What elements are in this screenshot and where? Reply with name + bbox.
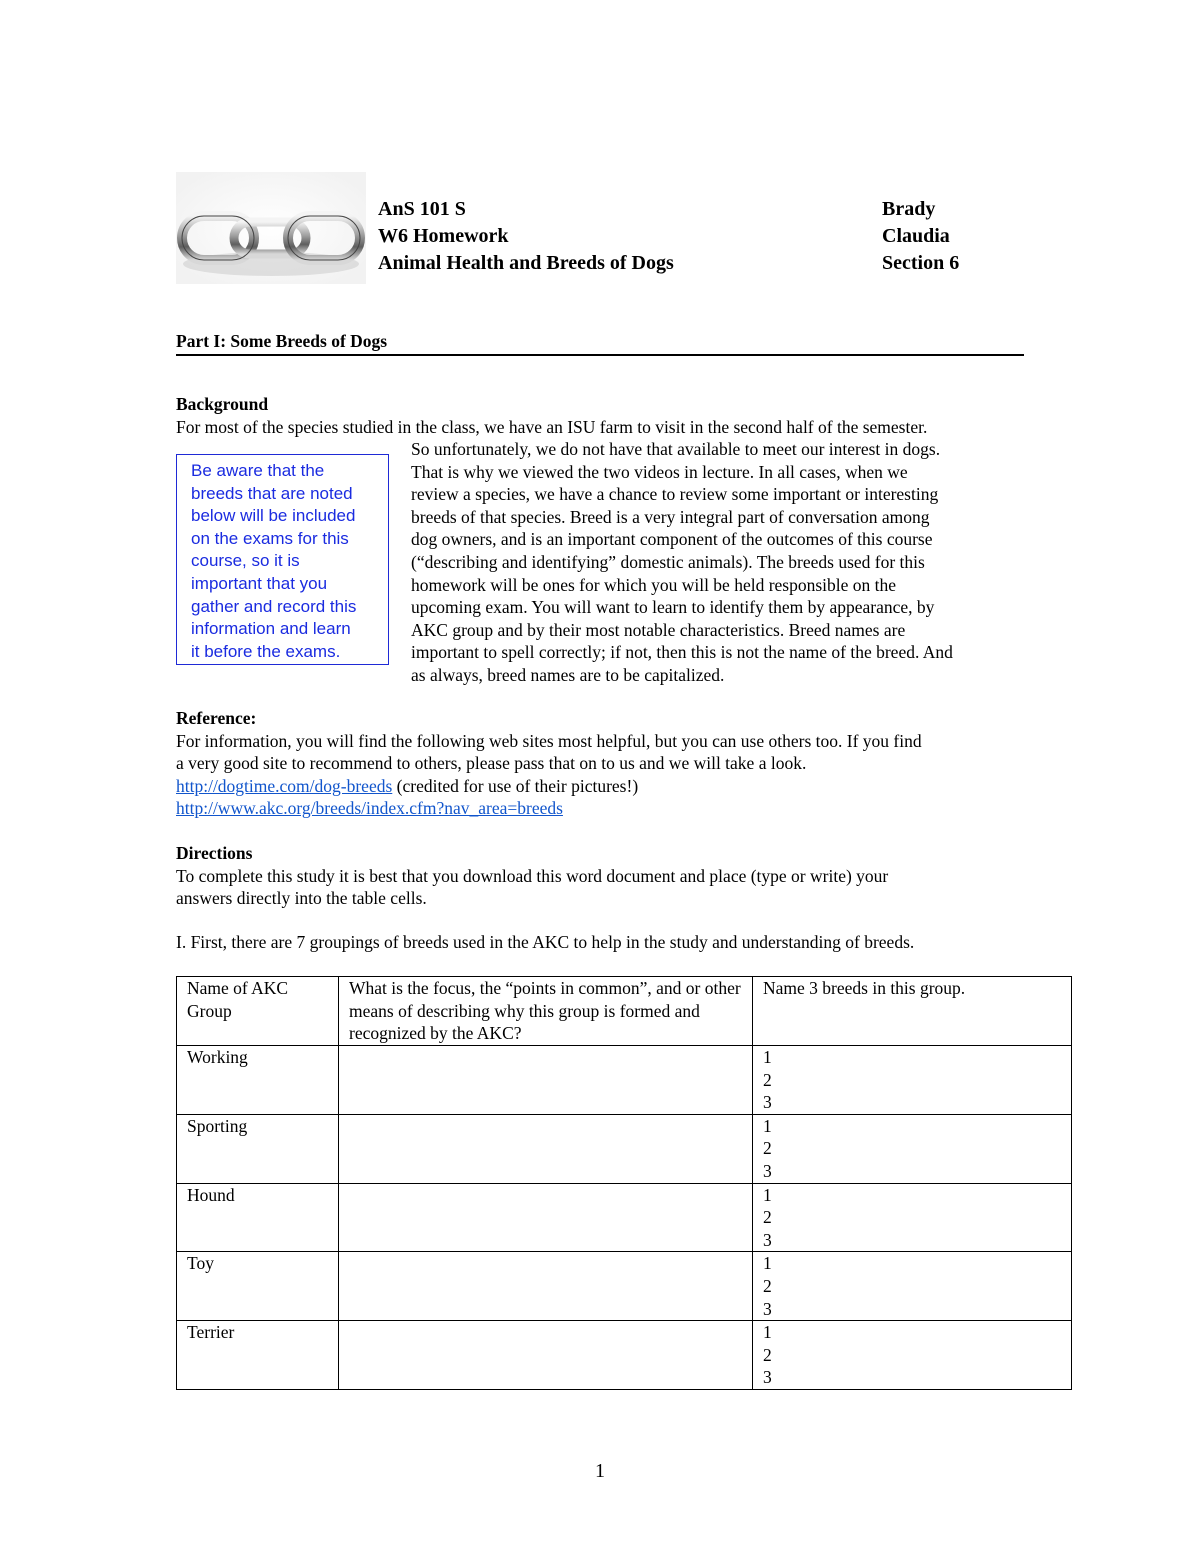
group-name-cell: Hound [177, 1183, 339, 1252]
focus-answer-cell[interactable] [339, 1321, 753, 1390]
header-right [882, 196, 959, 277]
student-first-name: Claudia [882, 225, 950, 247]
table-row [177, 1114, 1072, 1183]
background-body-line: review a species, we have a chance to review some important or interesting [411, 484, 939, 505]
directions-line-2: answers directly into the table cells. [176, 888, 427, 909]
focus-answer-cell[interactable] [339, 1183, 753, 1252]
breed-slot: 1 [763, 1253, 772, 1274]
background-body-line: upcoming exam. You will want to learn to identify them by appearance, by [411, 597, 935, 618]
header-left [378, 196, 674, 277]
chain-links-logo-icon [176, 172, 366, 284]
dogtime-link[interactable]: http://dogtime.com/dog-breeds [176, 775, 393, 796]
reference-heading: Reference: [176, 708, 257, 728]
table-row [177, 1252, 1072, 1321]
note-line: course, so it is [191, 551, 300, 571]
reference-link-1-line [176, 775, 922, 798]
note-line: breeds that are noted [191, 483, 353, 503]
background-heading: Background [176, 394, 269, 414]
breed-slot: 2 [763, 1138, 772, 1159]
focus-answer-cell[interactable] [339, 1046, 753, 1115]
reference-link-2-line [176, 797, 922, 820]
breed-slot: 3 [763, 1367, 772, 1388]
group-name-cell: Terrier [177, 1321, 339, 1390]
breed-slot: 3 [763, 1298, 772, 1319]
exam-note-box [176, 454, 389, 665]
note-line: important that you [191, 573, 328, 593]
breeds-answer-cell[interactable] [753, 1114, 1072, 1183]
directions-line-1: To complete this study it is best that you download this word document and place (type or write) your [176, 865, 889, 886]
background-body-line: That is why we viewed the two videos in lecture. In all cases, when we [411, 461, 908, 482]
reference-section [176, 707, 922, 820]
akc-link[interactable]: http://www.akc.org/breeds/index.cfm?nav_area=breeds [176, 798, 563, 819]
directions-section [176, 842, 888, 910]
student-last-name: Brady [882, 198, 936, 220]
group-name-cell: Sporting [177, 1114, 339, 1183]
table-row [177, 1046, 1072, 1115]
topic-title: Animal Health and Breeds of Dogs [378, 252, 674, 274]
reference-line-1: For information, you will find the following web sites most helpful, but you can use others too. If you find [176, 730, 922, 751]
breed-slot: 2 [763, 1344, 772, 1365]
background-body-line: (“describing and identifying” domestic animals). The breeds used for this [411, 551, 925, 572]
breeds-answer-cell[interactable] [753, 1252, 1072, 1321]
akc-groups-table [176, 976, 1072, 1390]
background-body [411, 438, 1027, 687]
header-cell-breeds: Name 3 breeds in this group. [753, 977, 1072, 1046]
group-name-cell: Toy [177, 1252, 339, 1321]
breed-slot: 1 [763, 1322, 772, 1343]
table-row [177, 1183, 1072, 1252]
reference-line-2: a very good site to recommend to others, please pass that on to us and we will take a look. [176, 753, 807, 774]
background-body-line: So unfortunately, we do not have that available to meet our interest in dogs. [411, 439, 941, 459]
breed-slot: 3 [763, 1229, 772, 1250]
note-line: on the exams for this [191, 528, 349, 548]
background-body-line: as always, breed names are to be capitalized. [411, 664, 725, 685]
breed-slot: 1 [763, 1047, 772, 1067]
breeds-answer-cell[interactable] [753, 1046, 1072, 1115]
focus-answer-cell[interactable] [339, 1114, 753, 1183]
breeds-answer-cell[interactable] [753, 1183, 1072, 1252]
table-row [177, 1321, 1072, 1390]
background-body-line: homework will be ones for which you will be held responsible on the [411, 574, 897, 595]
breed-slot: 2 [763, 1207, 772, 1228]
breed-slot: 1 [763, 1115, 772, 1136]
background-body-line: AKC group and by their most notable characteristics. Breed names are [411, 619, 906, 640]
group-name-cell: Working [177, 1046, 339, 1115]
note-line: below will be included [191, 506, 356, 526]
directions-heading: Directions [176, 843, 253, 863]
note-line: Be aware that the [191, 461, 325, 480]
breed-slot: 3 [763, 1092, 772, 1113]
directions-item-1: I. First, there are 7 groupings of breeds used in the AKC to help in the study and understanding of breeds. [176, 932, 915, 952]
note-line: it before the exams. [191, 641, 341, 661]
section-label: Section 6 [882, 252, 960, 274]
part-title-rule [176, 354, 1024, 356]
breeds-answer-cell[interactable] [753, 1321, 1072, 1390]
breed-slot: 1 [763, 1184, 772, 1205]
part-title: Part I: Some Breeds of Dogs [176, 331, 388, 351]
background-body-line: important to spell correctly; if not, then this is not the name of the breed. And [411, 642, 953, 663]
note-line: gather and record this [191, 596, 357, 616]
focus-answer-cell[interactable] [339, 1252, 753, 1321]
page-number: 1 [595, 1460, 605, 1482]
header-cell-focus: What is the focus, the “points in common”, and or other means of describing why this group is formed and recognized by the AKC? [339, 977, 753, 1046]
dogtime-link-note: (credited for use of their pictures!) [392, 775, 639, 796]
background-body-line: breeds of that species. Breed is a very integral part of conversation among [411, 506, 930, 527]
breed-slot: 2 [763, 1275, 772, 1296]
background-line-1: For most of the species studied in the class, we have an ISU farm to visit in the second half of the semester. [176, 417, 928, 437]
assignment-title: W6 Homework [378, 225, 509, 247]
background-body-line: dog owners, and is an important component of the outcomes of this course [411, 529, 933, 550]
header-cell-group: Name of AKC Group [177, 977, 339, 1046]
course-code: AnS 101 S [378, 198, 466, 220]
note-line: information and learn [191, 619, 351, 639]
breed-slot: 2 [763, 1069, 772, 1090]
breed-slot: 3 [763, 1160, 772, 1181]
table-header-row [177, 977, 1072, 1046]
